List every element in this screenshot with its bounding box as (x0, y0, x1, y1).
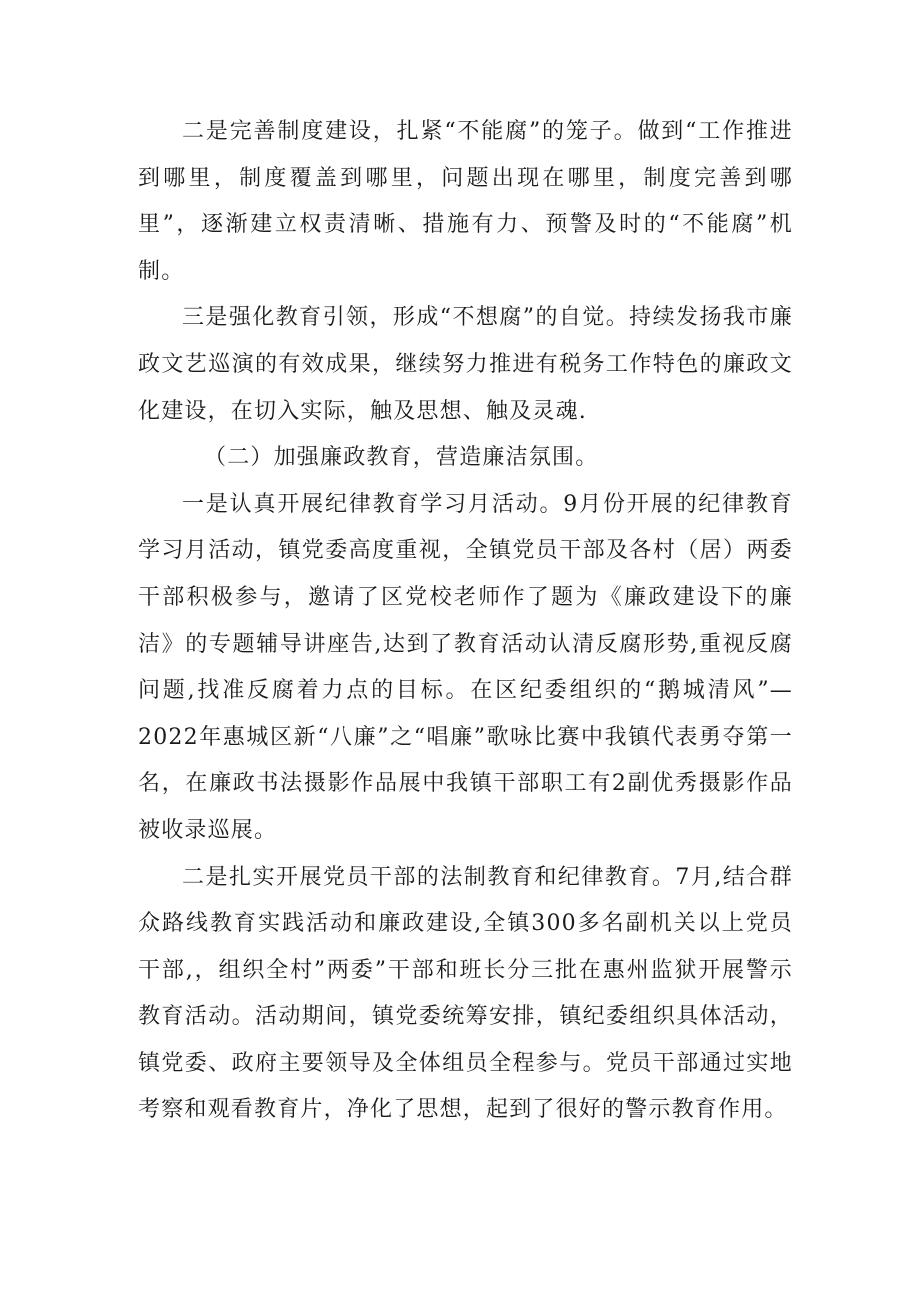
document-body (138, 109, 793, 1134)
paragraph-institution-building: 二是完善制度建设，扎紧“不能腐”的笼子。做到“工作推进到哪里，制度覆盖到哪里，问题出现在哪里，制度完善到哪里”，逐渐建立权责清晰、措施有力、预警及时的“不能腐”机制。 (138, 119, 793, 284)
paragraph-legal-education: 二是扎实开展党员干部的法制教育和纪律教育。7月,结合群众路线教育实践活动和廉政建设,全镇300多名副机关以上党员干部,，组织全村”两委”干部和班长分三批在惠州监狱开展警示教育活动。活动期间，镇党委统筹安排，镇纪委组织具体活动，镇党委、政府主要领导及全体组员全程参与。党员干部通过实地考察和观看教育片，净化了思想，起到了很好的警示教育作用。 (138, 864, 793, 1123)
section-heading-integrity-education: （二）加强廉政教育，营造廉洁氛围。 (204, 445, 599, 471)
paragraph-education-guidance: 三是强化教育引领，形成“不想腐”的自觉。持续发扬我市廉政文艺巡演的有效成果，继续努力推进有税务工作特色的廉政文化建设，在切入实际，触及思想、触及灵魂. (138, 305, 793, 424)
paragraph-discipline-month: 一是认真开展纪律教育学习月活动。9月份开展的纪律教育学习月活动，镇党委高度重视，全镇党员干部及各村（居）两委干部积极参与，邀请了区党校老师作了题为《廉政建设下的廉洁》的专题辅导讲座告,达到了教育活动认清反腐形势,重视反腐问题,找准反腐着力点的目标。在区纪委组织的“鹅城清风”—2022年惠城区新“八廉”之“唱廉”歌咏比赛中我镇代表勇夺第一名，在廉政书法摄影作品展中我镇干部职工有2副优秀摄影作品被收录巡展。 (138, 491, 793, 843)
